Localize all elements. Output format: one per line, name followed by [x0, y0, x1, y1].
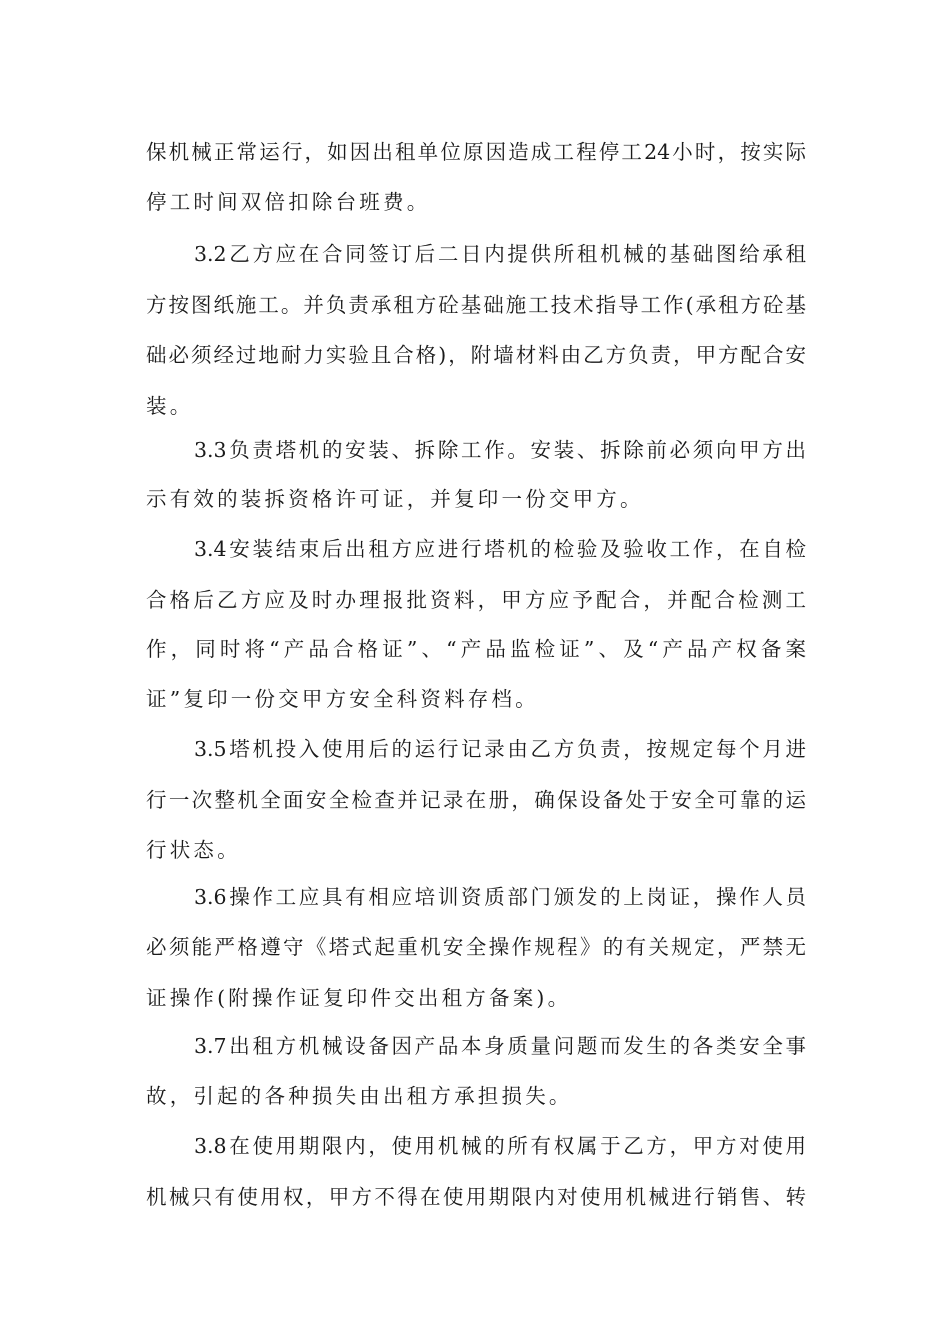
text-line: 3.4安装结束后出租方应进行塔机的检验及验收工作，在自检: [194, 537, 806, 561]
text-line: 行状态。: [146, 838, 241, 862]
text-line: 故，引起的各种损失由出租方承担损失。: [146, 1084, 573, 1108]
text-line: 3.6操作工应具有相应培训资质部门颁发的上岗证，操作人员: [194, 885, 806, 909]
text-line: 必须能严格遵守《塔式起重机安全操作规程》的有关规定，严禁无: [146, 935, 806, 959]
text-line: 3.3负责塔机的安装、拆除工作。安装、拆除前必须向甲方出: [194, 438, 806, 462]
text-line: 证”复印一份交甲方安全科资料存档。: [146, 687, 539, 711]
text-line: 3.2乙方应在合同签订后二日内提供所租机械的基础图给承租: [194, 242, 806, 266]
text-line: 示有效的装拆资格许可证，并复印一份交甲方。: [146, 487, 644, 511]
text-line: 装。: [146, 394, 194, 418]
text-line: 机械只有使用权，甲方不得在使用期限内对使用机械进行销售、转: [146, 1185, 806, 1209]
text-line: 行一次整机全面安全检查并记录在册，确保设备处于安全可靠的运: [146, 788, 806, 812]
text-line: 础必须经过地耐力实验且合格)，附墙材料由乙方负责，甲方配合安: [146, 343, 806, 367]
text-line: 合格后乙方应及时办理报批资料，甲方应予配合，并配合检测工: [146, 588, 806, 612]
text-line: 3.8在使用期限内，使用机械的所有权属于乙方，甲方对使用: [194, 1134, 806, 1158]
text-line: 3.5塔机投入使用后的运行记录由乙方负责，按规定每个月进: [194, 737, 806, 761]
text-line: 方按图纸施工。并负责承租方砼基础施工技术指导工作(承租方砼基: [146, 293, 806, 317]
text-line: 停工时间双倍扣除台班费。: [146, 190, 431, 214]
text-line: 保机械正常运行，如因出租单位原因造成工程停工24小时，按实际: [146, 140, 806, 164]
text-line: 作，同时将“产品合格证”、“产品监检证”、及“产品产权备案: [146, 637, 806, 661]
text-line: 3.7出租方机械设备因产品本身质量问题而发生的各类安全事: [194, 1034, 806, 1058]
text-line: 证操作(附操作证复印件交出租方备案)。: [146, 986, 572, 1010]
